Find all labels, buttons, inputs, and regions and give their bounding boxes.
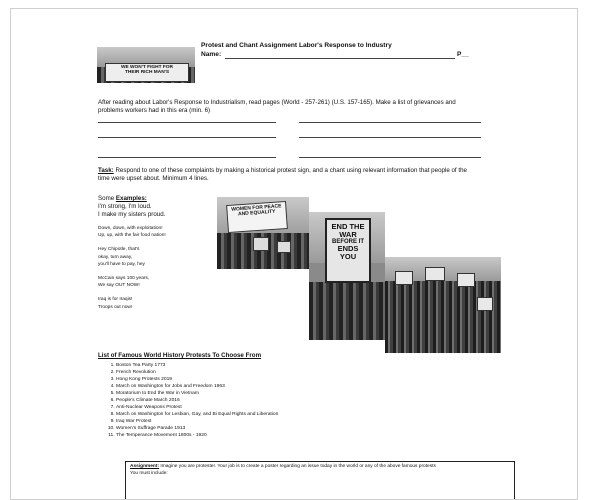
women-peace-sign: WOMEN FOR PEACE AND EQUALITY (226, 201, 288, 233)
protest-item: 7. Anti-Nuclear Weapons Protest (116, 404, 498, 411)
chant-line: I'm strong, I'm loud. (98, 203, 152, 210)
end-war-line4: ENDS (337, 244, 359, 254)
protest-item: 3. Hong Kong Protests 2019 (116, 376, 498, 383)
chant-block (98, 246, 218, 268)
assignment-must: You must include: (130, 470, 168, 476)
protest-item: 2. French Revolution (116, 369, 498, 376)
protest-item: 9. Iraq War Protest (116, 418, 498, 425)
examples-heading-line (98, 195, 218, 203)
small-sign (253, 237, 269, 251)
task-text: Respond to one of these complaints by making a historical protest sign, and a chant using relevant information that people of the time were upset about. Minimum 4 lines. (98, 167, 467, 182)
end-war-line3: BEFORE IT (331, 238, 364, 245)
crowd-sign (395, 271, 413, 285)
assignment-paragraph (130, 464, 508, 477)
assignment-label: Assignment: (130, 464, 160, 469)
chant-block (98, 275, 218, 289)
task-label: Task: (98, 167, 114, 174)
assignment-box (125, 461, 515, 500)
crowd-sign (477, 297, 493, 311)
chant-line: Hey Chipotle, that's (98, 247, 140, 253)
grievance-line (98, 157, 276, 158)
document-page (10, 8, 578, 500)
chant-line: you'll have to pay, hey (98, 261, 145, 267)
crowd-sign (457, 273, 475, 287)
chant-line: McCain says 100 years, (98, 276, 150, 282)
grievance-line (299, 122, 481, 123)
banner-sign (105, 63, 189, 82)
protest-item: 5. Moratorium to End the War in Vietnam (116, 390, 498, 397)
protest-photo-crowd (385, 257, 501, 353)
protest-item: 4. March on Washington for Jobs and Freedom 1963 (116, 383, 498, 390)
protests-section (98, 352, 498, 440)
chant-line: Up, up, with the fair food nation! (98, 233, 166, 239)
name-label: Name: (201, 51, 222, 58)
banner-sign-line1: WE WON'T FIGHT FOR (120, 65, 174, 70)
banner-sign-line2: THEIR RICH MAN'S (124, 70, 170, 76)
period-label: P__ (457, 51, 469, 58)
chant-line: Down, down, with exploitation! (98, 226, 163, 231)
protest-item: 6. People's Climate March 2016 (116, 397, 498, 404)
grievance-line (98, 137, 276, 138)
intro-paragraph: After reading about Labor's Response to Industrialism, read pages (World - 257-261) (U.S. 157-165). Make a list of grievances and problems workers had in this era (min. 6) (98, 99, 456, 114)
crowd-sign (425, 267, 445, 281)
protest-photo-women (217, 197, 309, 269)
examples-column (98, 195, 218, 311)
banner-photo (97, 47, 195, 83)
grievance-line (98, 122, 276, 123)
chant-line: We say OUT NOW! (98, 283, 140, 289)
protests-heading: List of Famous World History Protests To Choose From (98, 352, 262, 359)
end-war-line1: END THE (331, 222, 365, 231)
protest-item: 1. Boston Tea Party 1773 (116, 362, 498, 369)
protest-item: 11. The Temperance Movement 1800s - 1920 (116, 432, 498, 439)
chant-block (98, 296, 218, 310)
end-war-line5: YOU (339, 251, 357, 261)
protest-item: 8. March on Washington for Lesbian, Gay, and Bi Equal Rights and Liberation (116, 411, 498, 418)
chant-line: okay, turn away, (98, 254, 133, 260)
end-war-line2: WAR (339, 229, 357, 239)
grievance-line (299, 157, 481, 158)
examples-heading: Examples: (115, 195, 147, 202)
task-paragraph (98, 167, 480, 183)
protest-photo-end-war (309, 212, 385, 340)
name-underline (225, 58, 455, 59)
protests-list (98, 362, 498, 440)
end-war-sign (325, 218, 371, 283)
chant-line: Troops out now! (98, 304, 133, 310)
chant-line: I make my sisters proud. (98, 211, 166, 218)
page-title: Protest and Chant Assignment Labor's Response to Industry (201, 42, 392, 49)
chant-line: Iraq is for Iraqis! (98, 297, 133, 303)
protest-item: 10. Women's Suffrage Parade 1913 (116, 425, 498, 432)
grievance-line (299, 137, 481, 138)
chant-block (98, 203, 218, 219)
small-sign (277, 241, 291, 253)
assignment-text: Imagine you are protester. Your job is to create a poster regarding an issue today in the world or any of the above famous protests (159, 464, 436, 469)
chant-block (98, 225, 218, 239)
examples-lead: Some (98, 195, 116, 202)
